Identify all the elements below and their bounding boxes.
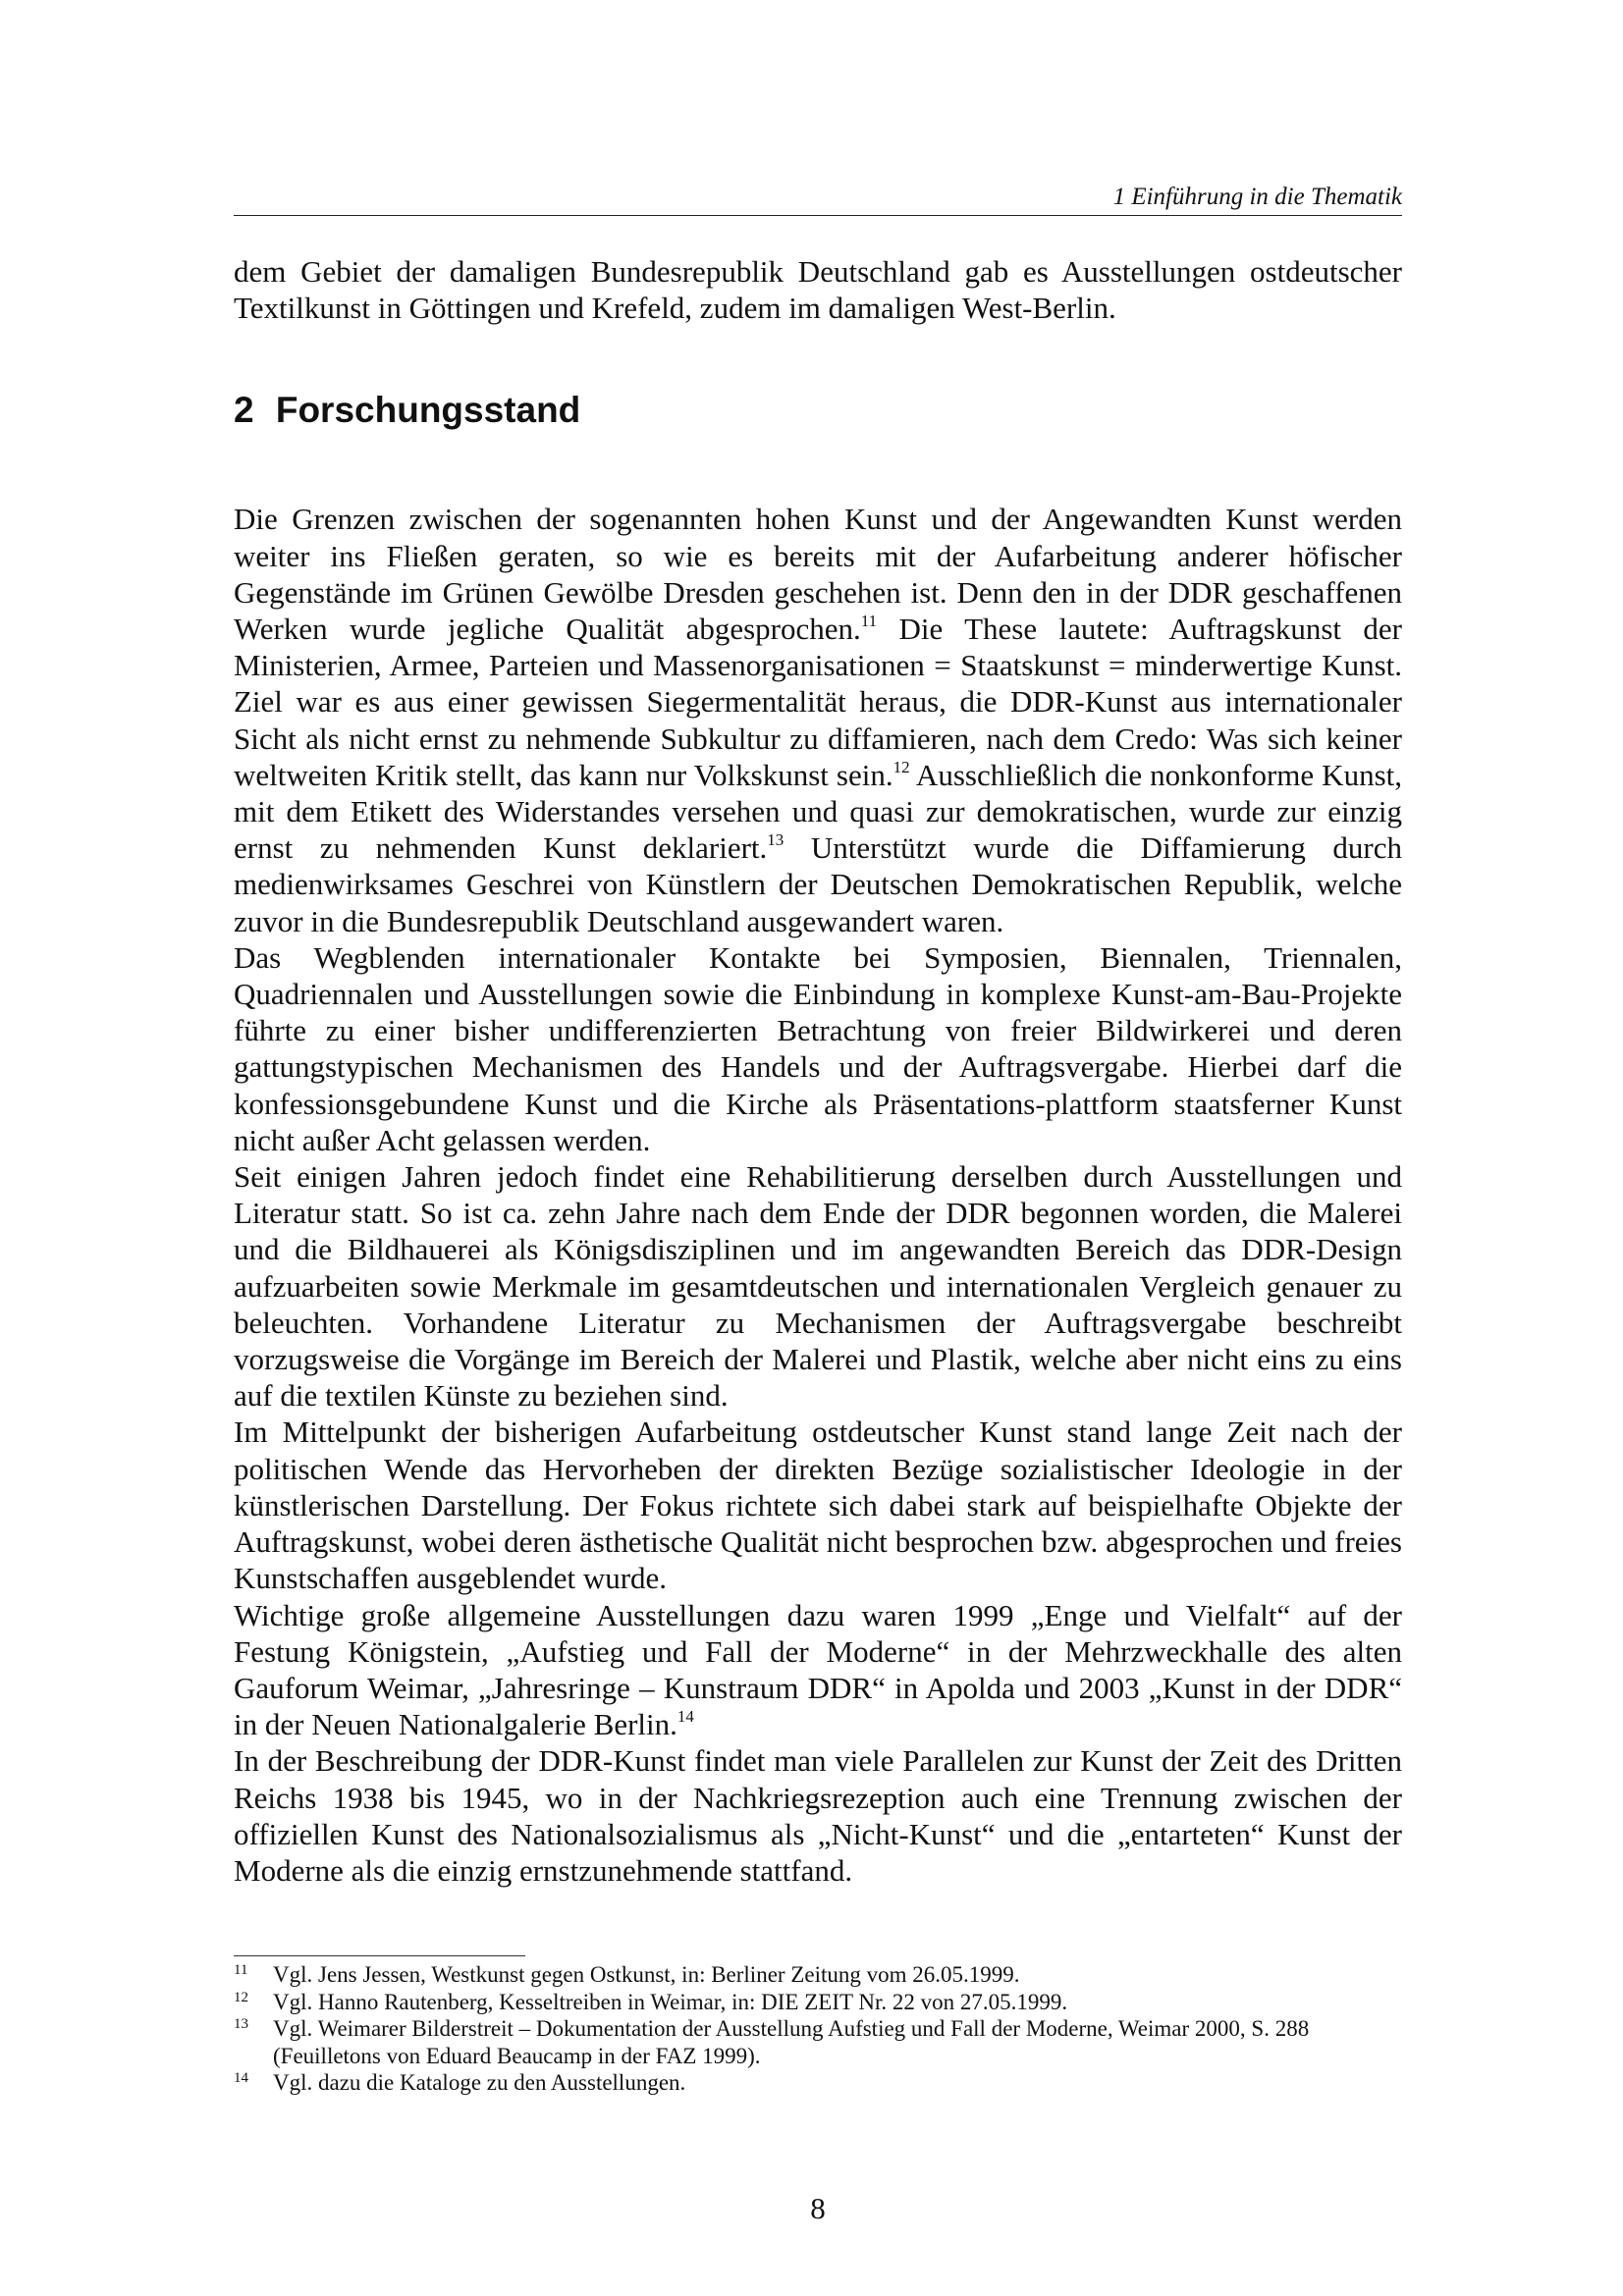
section-number: 2 (234, 390, 254, 431)
footnote-number: 12 (234, 1989, 248, 2005)
footnote-ref-14[interactable]: 14 (676, 1706, 694, 1726)
footnote-ref-13[interactable]: 13 (767, 829, 784, 849)
section-title: Forschungsstand (275, 390, 581, 431)
paragraph-1-part-b: Die These lautete: Auftragskunst der Ministerien, Armee, Parteien und Massenorganisationen = Staatskunst = minderwertige Kunst. Ziel war es aus einer gewissen Siegermentalität heraus, die DDR-Kunst aus internationaler Sicht als nicht ernst zu nehmende Subkultur zu diffamieren, nach dem Credo: Was sich keiner weltweiten Kritik stellt, das kann nur Volkskunst sein. (234, 612, 1402, 792)
footnote-13 (234, 2015, 1402, 2069)
footnote-number: 11 (234, 1962, 248, 1978)
paragraph-6: In der Beschreibung der DDR-Kunst findet man viele Parallelen zur Kunst der Zeit des Dritten Reichs 1938 bis 1945, wo in der Nachkriegsrezeption auch eine Trennung zwischen der offiziellen Kunst des Nationalsozialismus als „Nicht-Kunst“ und die „entarteten“ Kunst der Moderne als die einzig ernstzunehmende stattfand. (234, 1743, 1402, 1888)
footnote-11 (234, 1961, 1402, 1989)
paragraph-5-text: Wichtige große allgemeine Ausstellungen dazu waren 1999 „Enge und Vielfalt“ auf der Festung Königstein, „Aufstieg und Fall der Moderne“ in der Mehrzweckhalle des alten Gauforum Weimar, „Jahresringe – Kunstraum DDR“ in Apolda und 2003 „Kunst in der DDR“ in der Neuen Nationalgalerie Berlin. (234, 1597, 1402, 1742)
paragraph-1 (234, 501, 1402, 938)
footnote-12 (234, 1989, 1402, 2016)
paragraph-1-part-d: Unterstützt wurde die Diffamierung durch medienwirksames Geschrei von Künstlern der Deutschen Demokratischen Republik, welche zuvor in die Bundesrepublik Deutschland ausgewandert waren. (234, 830, 1402, 938)
paragraph-3: Seit einigen Jahren jedoch findet eine Rehabilitierung derselben durch Ausstellungen und Literatur statt. So ist ca. zehn Jahre nach dem Ende der DDR begonnen worden, die Malerei und die Bildhauerei als Königsdisziplinen und im angewandten Bereich das DDR-Design aufzuarbeiten sowie Merkmale im gesamtdeutschen und internationalen Vergleich genauer zu beleuchten. Vorhandene Literatur zu Mechanismen der Auftragsvergabe beschreibt vorzugsweise die Vorgänge im Bereich der Malerei und Plastik, welche aber nicht eins zu eins auf die textilen Künste zu beziehen sind. (234, 1159, 1402, 1414)
paragraph-4: Im Mittelpunkt der bisherigen Aufarbeitung ostdeutscher Kunst stand lange Zeit nach der politischen Wende das Hervorheben der direkten Bezüge sozialistischer Ideologie in der künstlerischen Darstellung. Der Fokus richtete sich dabei stark auf beispielhafte Objekte der Auftragskunst, wobei deren ästhetische Qualität nicht besprochen bzw. abgesprochen und freies Kunstschaffen ausgeblendet wurde. (234, 1415, 1402, 1596)
header-rule (234, 215, 1402, 216)
footnote-rule (234, 1955, 525, 1956)
paragraph-5 (234, 1597, 1402, 1743)
paragraph-1-part-c: Ausschließlich die nonkonforme Kunst, mit dem Etikett des Widerstandes versehen und quasi zur demokratischen, wurde zur einzig ernst zu nehmenden Kunst deklariert. (234, 757, 1402, 866)
paragraph-2: Das Wegblenden internationaler Kontakte bei Symposien, Biennalen, Triennalen, Quadriennalen und Ausstellungen sowie die Einbindung in komplexe Kunst-am-Bau-Projekte führte zu einer bisher undifferenzierten Betrachtung von freier Bildwirkerei und deren gattungstypischen Mechanismen des Handels und der Auftragsvergabe. Hierbei darf die konfessionsgebundene Kunst und die Kirche als Präsentations-plattform staatsferner Kunst nicht außer Acht gelassen werden. (234, 939, 1402, 1157)
footnotes (234, 1961, 1402, 2097)
footnote-text: Vgl. dazu die Kataloge zu den Ausstellungen. (273, 2070, 686, 2095)
footnote-text: Vgl. Weimarer Bilderstreit – Dokumentation der Ausstellung Aufstieg und Fall der Moderne, Weimar 2000, S. 288 (Feuilletons von Eduard Beaucamp in der FAZ 1999). (273, 2016, 1310, 2068)
footnote-text: Vgl. Jens Jessen, Westkunst gegen Ostkunst, in: Berliner Zeitung vom 26.05.1999. (273, 1962, 1020, 1987)
footnote-number: 14 (234, 2070, 248, 2086)
running-header: 1 Einführung in die Thematik (1112, 184, 1402, 210)
footnote-ref-11[interactable]: 11 (860, 611, 878, 630)
section-heading (234, 389, 1402, 432)
footnote-text: Vgl. Hanno Rautenberg, Kesseltreiben in Weimar, in: DIE ZEIT Nr. 22 von 27.05.1999. (273, 1989, 1068, 2014)
page-content (234, 253, 1402, 1889)
footnote-ref-12[interactable]: 12 (893, 757, 910, 776)
intro-paragraph: dem Gebiet der damaligen Bundesrepublik Deutschland gab es Ausstellungen ostdeutscher Textilkunst in Göttingen und Krefeld, zudem im damaligen West-Berlin. (234, 254, 1402, 326)
footnote-number: 13 (234, 2016, 248, 2032)
footnote-14 (234, 2069, 1402, 2097)
paragraph-1-part-a: Die Grenzen zwischen der sogenannten hohen Kunst und der Angewandten Kunst werden weiter ins Fließen geraten, so wie es bereits mit der Aufarbeitung anderer höfischer Gegenstände im Grünen Gewölbe Dresden geschehen ist. Denn den in der DDR geschaffenen Werken wurde jegliche Qualität abgesprochen. (234, 502, 1402, 647)
page-number: 8 (810, 2191, 826, 2225)
